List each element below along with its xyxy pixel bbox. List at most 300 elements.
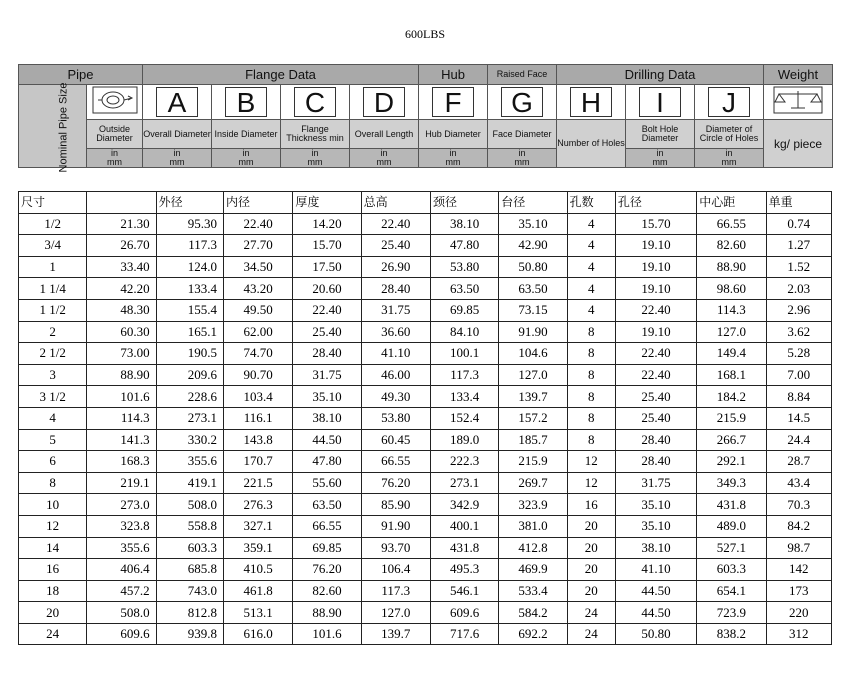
table-cell: 5: [19, 429, 87, 451]
table-cell: 8: [567, 343, 615, 365]
scale-cell: [764, 85, 833, 120]
group-hub: Hub: [419, 65, 488, 85]
table-cell: 24: [19, 623, 87, 645]
table-cell: 48.30: [87, 299, 156, 321]
table-cell: 15.70: [615, 213, 696, 235]
table-cell: 55.60: [293, 472, 361, 494]
table-cell: 8: [567, 321, 615, 343]
table-cell: 139.7: [499, 386, 567, 408]
table-cell: 7.00: [766, 364, 831, 386]
group-pipe: Pipe: [19, 65, 143, 85]
dimensions-table: [18, 191, 832, 645]
table-cell: 28.40: [615, 429, 696, 451]
table-cell: 20: [567, 580, 615, 602]
pipe-diagram-cell: [87, 85, 143, 120]
table-cell: 42.20: [87, 278, 156, 300]
table-cell: 20: [567, 559, 615, 581]
table-cell: 28.40: [615, 451, 696, 473]
table-cell: 312: [766, 623, 831, 645]
table-cell: 273.0: [87, 494, 156, 516]
table-cell: 419.1: [156, 472, 223, 494]
table-cell: 22.40: [615, 343, 696, 365]
table-cell: 28.7: [766, 451, 831, 473]
unit-cell: in mm: [143, 149, 212, 168]
table-row: [19, 537, 832, 559]
table-cell: 355.6: [156, 451, 223, 473]
table-cell: 1.27: [766, 235, 831, 257]
table-cell: 215.9: [697, 407, 766, 429]
table-cell: 743.0: [156, 580, 223, 602]
table-cell: 19.10: [615, 256, 696, 278]
table-row: [19, 343, 832, 365]
table-cell: 168.3: [87, 451, 156, 473]
column-header: 厚度: [293, 192, 361, 214]
table-cell: 26.70: [87, 235, 156, 257]
table-cell: 4: [567, 256, 615, 278]
table-cell: 19.10: [615, 321, 696, 343]
table-cell: 19.10: [615, 235, 696, 257]
table-row: [19, 429, 832, 451]
table-cell: 273.1: [430, 472, 498, 494]
table-cell: 43.4: [766, 472, 831, 494]
table-cell: 184.2: [697, 386, 766, 408]
table-cell: 16: [19, 559, 87, 581]
table-cell: 215.9: [499, 451, 567, 473]
table-cell: 400.1: [430, 515, 498, 537]
table-cell: 330.2: [156, 429, 223, 451]
table-cell: 14: [19, 537, 87, 559]
unit-cell: in mm: [87, 149, 143, 168]
table-row: [19, 623, 832, 645]
column-header: 颈径: [430, 192, 498, 214]
table-cell: 66.55: [293, 515, 361, 537]
table-cell: 489.0: [697, 515, 766, 537]
table-row: [19, 256, 832, 278]
table-cell: 838.2: [697, 623, 766, 645]
table-row: [19, 559, 832, 581]
table-cell: 327.1: [223, 515, 292, 537]
nominal-pipe-size-label: Nominal Pipe Size: [57, 82, 70, 173]
table-cell: 431.8: [697, 494, 766, 516]
table-cell: 14.20: [293, 213, 361, 235]
table-cell: 20: [567, 515, 615, 537]
table-cell: 82.60: [293, 580, 361, 602]
table-cell: 60.45: [361, 429, 430, 451]
table-cell: 103.4: [223, 386, 292, 408]
table-cell: 359.1: [223, 537, 292, 559]
table-cell: 127.0: [499, 364, 567, 386]
unit-cell: in mm: [488, 149, 557, 168]
table-cell: 91.90: [499, 321, 567, 343]
table-cell: 38.10: [293, 407, 361, 429]
table-cell: 49.50: [223, 299, 292, 321]
table-cell: 19.10: [615, 278, 696, 300]
column-header: 尺寸: [19, 192, 87, 214]
unit-cell: in mm: [419, 149, 488, 168]
table-cell: 349.3: [697, 472, 766, 494]
table-cell: 323.8: [87, 515, 156, 537]
desc-bolt-hole-diameter: Bolt Hole Diameter: [626, 120, 695, 149]
group-flange-data: Flange Data: [143, 65, 419, 85]
table-cell: 10: [19, 494, 87, 516]
table-cell: 60.30: [87, 321, 156, 343]
table-cell: 1: [19, 256, 87, 278]
table-cell: 22.40: [361, 213, 430, 235]
table-cell: 53.80: [430, 256, 498, 278]
table-cell: 41.10: [615, 559, 696, 581]
column-header: 总高: [361, 192, 430, 214]
table-cell: 50.80: [615, 623, 696, 645]
table-cell: 609.6: [87, 623, 156, 645]
table-cell: 157.2: [499, 407, 567, 429]
table-cell: 139.7: [361, 623, 430, 645]
table-cell: 12: [567, 472, 615, 494]
column-header: 中心距: [697, 192, 766, 214]
table-row: [19, 235, 832, 257]
table-cell: 116.1: [223, 407, 292, 429]
table-cell: 95.30: [156, 213, 223, 235]
table-cell: 101.6: [293, 623, 361, 645]
table-cell: 84.10: [430, 321, 498, 343]
table-cell: 88.90: [87, 364, 156, 386]
desc-overall-length: Overall Length: [350, 120, 419, 149]
table-cell: 98.7: [766, 537, 831, 559]
table-cell: 355.6: [87, 537, 156, 559]
table-cell: 114.3: [697, 299, 766, 321]
group-raised-face: Raised Face: [488, 65, 557, 85]
table-cell: 93.70: [361, 537, 430, 559]
group-weight: Weight: [764, 65, 833, 85]
table-cell: 2.03: [766, 278, 831, 300]
desc-overall-diameter: Overall Diameter: [143, 120, 212, 149]
table-cell: 106.4: [361, 559, 430, 581]
table-cell: 82.60: [697, 235, 766, 257]
table-cell: 24.4: [766, 429, 831, 451]
letter-a: A: [156, 87, 198, 117]
table-cell: 323.9: [499, 494, 567, 516]
table-cell: 33.40: [87, 256, 156, 278]
table-cell: 685.8: [156, 559, 223, 581]
table-cell: 8: [567, 386, 615, 408]
column-header: 内径: [223, 192, 292, 214]
table-cell: 35.10: [293, 386, 361, 408]
table-cell: 189.0: [430, 429, 498, 451]
table-cell: 533.4: [499, 580, 567, 602]
table-cell: 133.4: [156, 278, 223, 300]
table-cell: 74.70: [223, 343, 292, 365]
table-cell: 17.50: [293, 256, 361, 278]
table-cell: 219.1: [87, 472, 156, 494]
table-cell: 20.60: [293, 278, 361, 300]
table-cell: 91.90: [361, 515, 430, 537]
letter-d: D: [363, 87, 405, 117]
table-cell: 220: [766, 602, 831, 624]
table-cell: 44.50: [615, 602, 696, 624]
unit-cell: in mm: [350, 149, 419, 168]
letter-b: B: [225, 87, 267, 117]
table-cell: 406.4: [87, 559, 156, 581]
table-cell: 6: [19, 451, 87, 473]
spec-header-table: [18, 64, 833, 173]
table-cell: 127.0: [697, 321, 766, 343]
column-header: 孔径: [615, 192, 696, 214]
table-cell: 24: [567, 623, 615, 645]
desc-bolt-circle: Diameter of Circle of Holes: [695, 120, 764, 149]
pipe-section-icon: [92, 86, 138, 114]
table-cell: 69.85: [293, 537, 361, 559]
table-cell: 546.1: [430, 580, 498, 602]
table-cell: 527.1: [697, 537, 766, 559]
table-cell: 35.10: [615, 494, 696, 516]
table-cell: 53.80: [361, 407, 430, 429]
letter-h: H: [570, 87, 612, 117]
table-cell: 127.0: [361, 602, 430, 624]
table-cell: 190.5: [156, 343, 223, 365]
table-row: [19, 386, 832, 408]
table-cell: 266.7: [697, 429, 766, 451]
table-cell: 723.9: [697, 602, 766, 624]
table-cell: 273.1: [156, 407, 223, 429]
table-cell: 90.70: [223, 364, 292, 386]
table-cell: 34.50: [223, 256, 292, 278]
table-cell: 44.50: [615, 580, 696, 602]
table-cell: 14.5: [766, 407, 831, 429]
desc-flange-thickness: Flange Thickness min: [281, 120, 350, 149]
group-drilling-data: Drilling Data: [557, 65, 764, 85]
table-cell: 222.3: [430, 451, 498, 473]
desc-face-diameter: Face Diameter: [488, 120, 557, 149]
table-row: [19, 515, 832, 537]
table-cell: 692.2: [499, 623, 567, 645]
table-cell: 76.20: [361, 472, 430, 494]
table-cell: 1/2: [19, 213, 87, 235]
table-cell: 22.40: [615, 364, 696, 386]
table-row: [19, 451, 832, 473]
table-cell: 513.1: [223, 602, 292, 624]
table-row: [19, 213, 832, 235]
unit-cell: in mm: [626, 149, 695, 168]
table-cell: 85.90: [361, 494, 430, 516]
letter-c: C: [294, 87, 336, 117]
table-cell: 26.90: [361, 256, 430, 278]
table-cell: 15.70: [293, 235, 361, 257]
table-cell: 609.6: [430, 602, 498, 624]
table-row: [19, 407, 832, 429]
table-cell: 168.1: [697, 364, 766, 386]
column-header: [87, 192, 156, 214]
table-cell: 38.10: [615, 537, 696, 559]
table-cell: 69.85: [430, 299, 498, 321]
table-cell: 8: [567, 429, 615, 451]
table-cell: 12: [19, 515, 87, 537]
table-cell: 8: [567, 364, 615, 386]
table-cell: 25.40: [615, 386, 696, 408]
table-cell: 20: [567, 537, 615, 559]
table-cell: 143.8: [223, 429, 292, 451]
desc-outside-diameter: Outside Diameter: [87, 120, 143, 149]
table-cell: 88.90: [697, 256, 766, 278]
table-cell: 73.15: [499, 299, 567, 321]
table-cell: 22.40: [293, 299, 361, 321]
table-cell: 173: [766, 580, 831, 602]
table-cell: 31.75: [615, 472, 696, 494]
table-cell: 38.10: [430, 213, 498, 235]
table-cell: 4: [567, 213, 615, 235]
table-cell: 101.6: [87, 386, 156, 408]
table-cell: 276.3: [223, 494, 292, 516]
table-cell: 185.7: [499, 429, 567, 451]
table-cell: 35.10: [499, 213, 567, 235]
table-row: [19, 580, 832, 602]
table-row: [19, 602, 832, 624]
table-cell: 0.74: [766, 213, 831, 235]
table-cell: 228.6: [156, 386, 223, 408]
unit-cell: in mm: [695, 149, 764, 168]
table-cell: 717.6: [430, 623, 498, 645]
table-cell: 49.30: [361, 386, 430, 408]
column-header: 台径: [499, 192, 567, 214]
table-cell: 16: [567, 494, 615, 516]
table-cell: 269.7: [499, 472, 567, 494]
table-cell: 603.3: [697, 559, 766, 581]
table-cell: 558.8: [156, 515, 223, 537]
table-cell: 133.4: [430, 386, 498, 408]
table-cell: 62.00: [223, 321, 292, 343]
table-cell: 84.2: [766, 515, 831, 537]
column-header: 外径: [156, 192, 223, 214]
table-cell: 381.0: [499, 515, 567, 537]
unit-cell: in mm: [212, 149, 281, 168]
letter-g: G: [501, 87, 543, 117]
table-cell: 25.40: [361, 235, 430, 257]
table-cell: 27.70: [223, 235, 292, 257]
table-cell: 2: [19, 321, 87, 343]
desc-inside-diameter: Inside Diameter: [212, 120, 281, 149]
table-cell: 4: [567, 235, 615, 257]
table-cell: 43.20: [223, 278, 292, 300]
letter-j: J: [708, 87, 750, 117]
table-row: [19, 299, 832, 321]
table-cell: 1 1/4: [19, 278, 87, 300]
table-cell: 155.4: [156, 299, 223, 321]
table-cell: 18: [19, 580, 87, 602]
table-cell: 28.40: [361, 278, 430, 300]
table-cell: 46.00: [361, 364, 430, 386]
table-cell: 431.8: [430, 537, 498, 559]
table-header-row: [19, 192, 832, 214]
table-cell: 47.80: [430, 235, 498, 257]
table-cell: 63.50: [499, 278, 567, 300]
table-cell: 457.2: [87, 580, 156, 602]
table-cell: 117.3: [361, 580, 430, 602]
table-cell: 66.55: [697, 213, 766, 235]
table-cell: 70.3: [766, 494, 831, 516]
table-cell: 603.3: [156, 537, 223, 559]
weight-unit: kg/ piece: [764, 120, 833, 168]
table-cell: 12: [567, 451, 615, 473]
table-cell: 495.3: [430, 559, 498, 581]
table-cell: 31.75: [361, 299, 430, 321]
table-cell: 44.50: [293, 429, 361, 451]
table-cell: 117.3: [430, 364, 498, 386]
table-cell: 8: [19, 472, 87, 494]
table-cell: 28.40: [293, 343, 361, 365]
table-cell: 42.90: [499, 235, 567, 257]
table-cell: 25.40: [293, 321, 361, 343]
table-cell: 124.0: [156, 256, 223, 278]
table-cell: 469.9: [499, 559, 567, 581]
table-cell: 4: [567, 299, 615, 321]
desc-hub-diameter: Hub Diameter: [419, 120, 488, 149]
table-cell: 117.3: [156, 235, 223, 257]
table-cell: 410.5: [223, 559, 292, 581]
column-header: 孔数: [567, 192, 615, 214]
table-cell: 209.6: [156, 364, 223, 386]
table-cell: 63.50: [293, 494, 361, 516]
unit-cell: in mm: [281, 149, 350, 168]
table-row: [19, 364, 832, 386]
table-cell: 5.28: [766, 343, 831, 365]
table-cell: 76.20: [293, 559, 361, 581]
table-cell: 4: [19, 407, 87, 429]
table-row: [19, 321, 832, 343]
table-cell: 31.75: [293, 364, 361, 386]
table-cell: 1.52: [766, 256, 831, 278]
table-cell: 22.40: [615, 299, 696, 321]
table-cell: 35.10: [615, 515, 696, 537]
table-row: [19, 472, 832, 494]
table-cell: 100.1: [430, 343, 498, 365]
table-cell: 461.8: [223, 580, 292, 602]
table-cell: 66.55: [361, 451, 430, 473]
table-cell: 342.9: [430, 494, 498, 516]
scale-icon: [773, 86, 823, 114]
page-title: 600LBS: [404, 27, 445, 41]
table-cell: 20: [19, 602, 87, 624]
table-cell: 2.96: [766, 299, 831, 321]
table-cell: 292.1: [697, 451, 766, 473]
table-cell: 508.0: [156, 494, 223, 516]
table-row: [19, 494, 832, 516]
table-cell: 616.0: [223, 623, 292, 645]
table-cell: 47.80: [293, 451, 361, 473]
table-cell: 3: [19, 364, 87, 386]
nominal-pipe-size-cell: [19, 82, 87, 173]
table-cell: 3.62: [766, 321, 831, 343]
table-cell: 412.8: [499, 537, 567, 559]
table-cell: 1 1/2: [19, 299, 87, 321]
table-row: [19, 278, 832, 300]
table-cell: 8.84: [766, 386, 831, 408]
table-cell: 24: [567, 602, 615, 624]
letter-f: F: [432, 87, 474, 117]
table-cell: 50.80: [499, 256, 567, 278]
table-cell: 2 1/2: [19, 343, 87, 365]
table-cell: 25.40: [615, 407, 696, 429]
table-cell: 3 1/2: [19, 386, 87, 408]
table-cell: 63.50: [430, 278, 498, 300]
column-header: 单重: [766, 192, 831, 214]
table-cell: 141.3: [87, 429, 156, 451]
table-cell: 114.3: [87, 407, 156, 429]
table-cell: 22.40: [223, 213, 292, 235]
table-cell: 165.1: [156, 321, 223, 343]
table-cell: 584.2: [499, 602, 567, 624]
table-cell: 36.60: [361, 321, 430, 343]
table-cell: 98.60: [697, 278, 766, 300]
table-cell: 21.30: [87, 213, 156, 235]
table-cell: 149.4: [697, 343, 766, 365]
